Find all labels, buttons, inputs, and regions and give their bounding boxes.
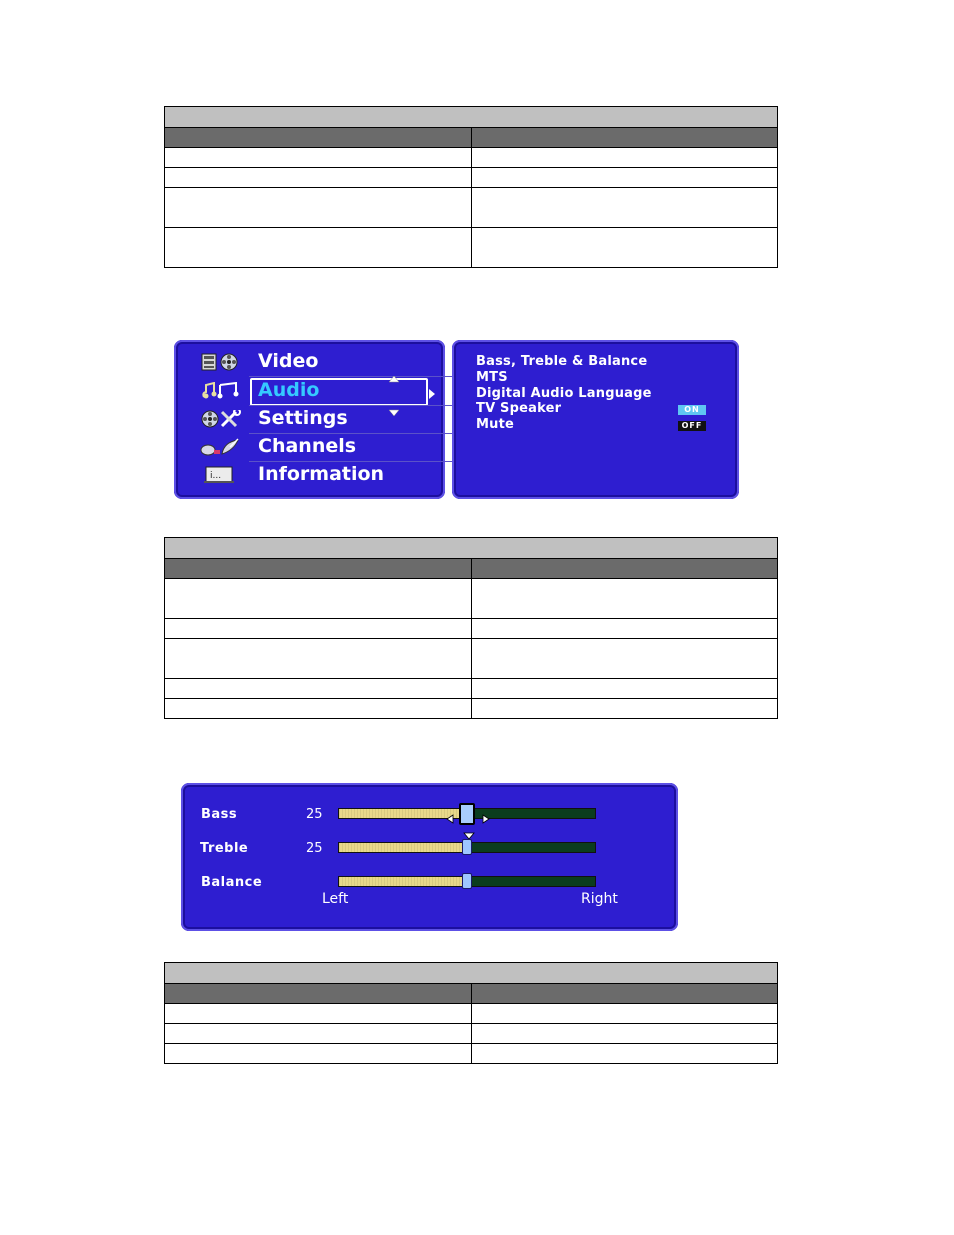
table-cell [165,1044,472,1064]
submenu-item-tv-speaker[interactable]: TV Speaker [476,401,562,416]
table-cell [471,228,778,268]
menu-item-label: Settings [258,407,348,429]
menu-item-channels[interactable] [188,434,428,460]
chevron-left-icon [446,809,454,828]
table-header-cell [471,559,778,579]
table-cell [165,699,472,719]
audio-submenu-panel [452,340,739,499]
info-icon [200,466,242,484]
table-cell [471,148,778,168]
table-cell [471,168,778,188]
table-cell [165,1004,472,1024]
table-caption [165,963,778,984]
tv-speaker-status-badge: ON [678,405,706,415]
bass-slider-thumb[interactable] [459,803,475,825]
table-header-cell [165,984,472,1004]
chevron-right-icon [482,809,490,828]
table-caption [165,107,778,128]
balance-left-label: Left [322,891,349,907]
table-cell [165,228,472,268]
table-cell [471,639,778,679]
table-cell [471,1024,778,1044]
balance-right-label: Right [581,891,618,907]
satellite-dish-icon [200,438,242,456]
table-cell [471,1044,778,1064]
chevron-right-icon [428,385,436,404]
submenu-item-bass-treble-balance[interactable]: Bass, Treble & Balance [476,354,648,369]
table-header-cell [471,984,778,1004]
menu-item-label: Information [258,463,385,485]
table-top [164,106,778,268]
bass-value: 25 [306,807,323,822]
table-cell [165,619,472,639]
main-menu-panel [174,340,445,499]
submenu-item-mts[interactable]: MTS [476,370,508,385]
table-cell [471,679,778,699]
table-header-cell [165,128,472,148]
svg-text:i...: i... [210,471,222,481]
chevron-up-icon [388,368,400,387]
table-cell [471,1004,778,1024]
table-caption [165,538,778,559]
table-middle [164,537,778,719]
balance-slider-thumb[interactable] [462,873,472,889]
menu-item-label: Audio [258,379,320,401]
table-cell [165,639,472,679]
tools-icon [200,410,242,428]
treble-slider-fill [339,843,467,852]
menu-item-information[interactable] [188,462,428,488]
table-cell [165,579,472,619]
treble-value: 25 [306,841,323,856]
bass-label: Bass [201,807,238,822]
table-cell [471,619,778,639]
mute-status-badge: OFF [678,421,706,431]
treble-slider-thumb[interactable] [462,839,472,855]
menu-item-settings[interactable] [188,406,428,432]
selection-frame [250,378,428,406]
table-cell [165,1024,472,1044]
table-cell [471,188,778,228]
music-notes-icon [200,382,242,400]
film-reel-icon [200,353,242,371]
table-bottom [164,962,778,1064]
submenu-item-mute[interactable]: Mute [476,417,515,432]
table-header-cell [165,559,472,579]
submenu-item-digital-audio-language[interactable]: Digital Audio Language [476,386,652,401]
treble-label: Treble [200,841,249,856]
table-cell [471,699,778,719]
table-cell [165,679,472,699]
table-cell [165,148,472,168]
table-cell [165,168,472,188]
balance-slider-fill [339,877,467,886]
table-cell [165,188,472,228]
menu-item-label: Channels [258,435,357,457]
table-header-cell [471,128,778,148]
balance-label: Balance [201,875,263,890]
menu-item-label: Video [258,350,319,372]
sound-adjust-panel [181,783,678,931]
table-cell [471,579,778,619]
